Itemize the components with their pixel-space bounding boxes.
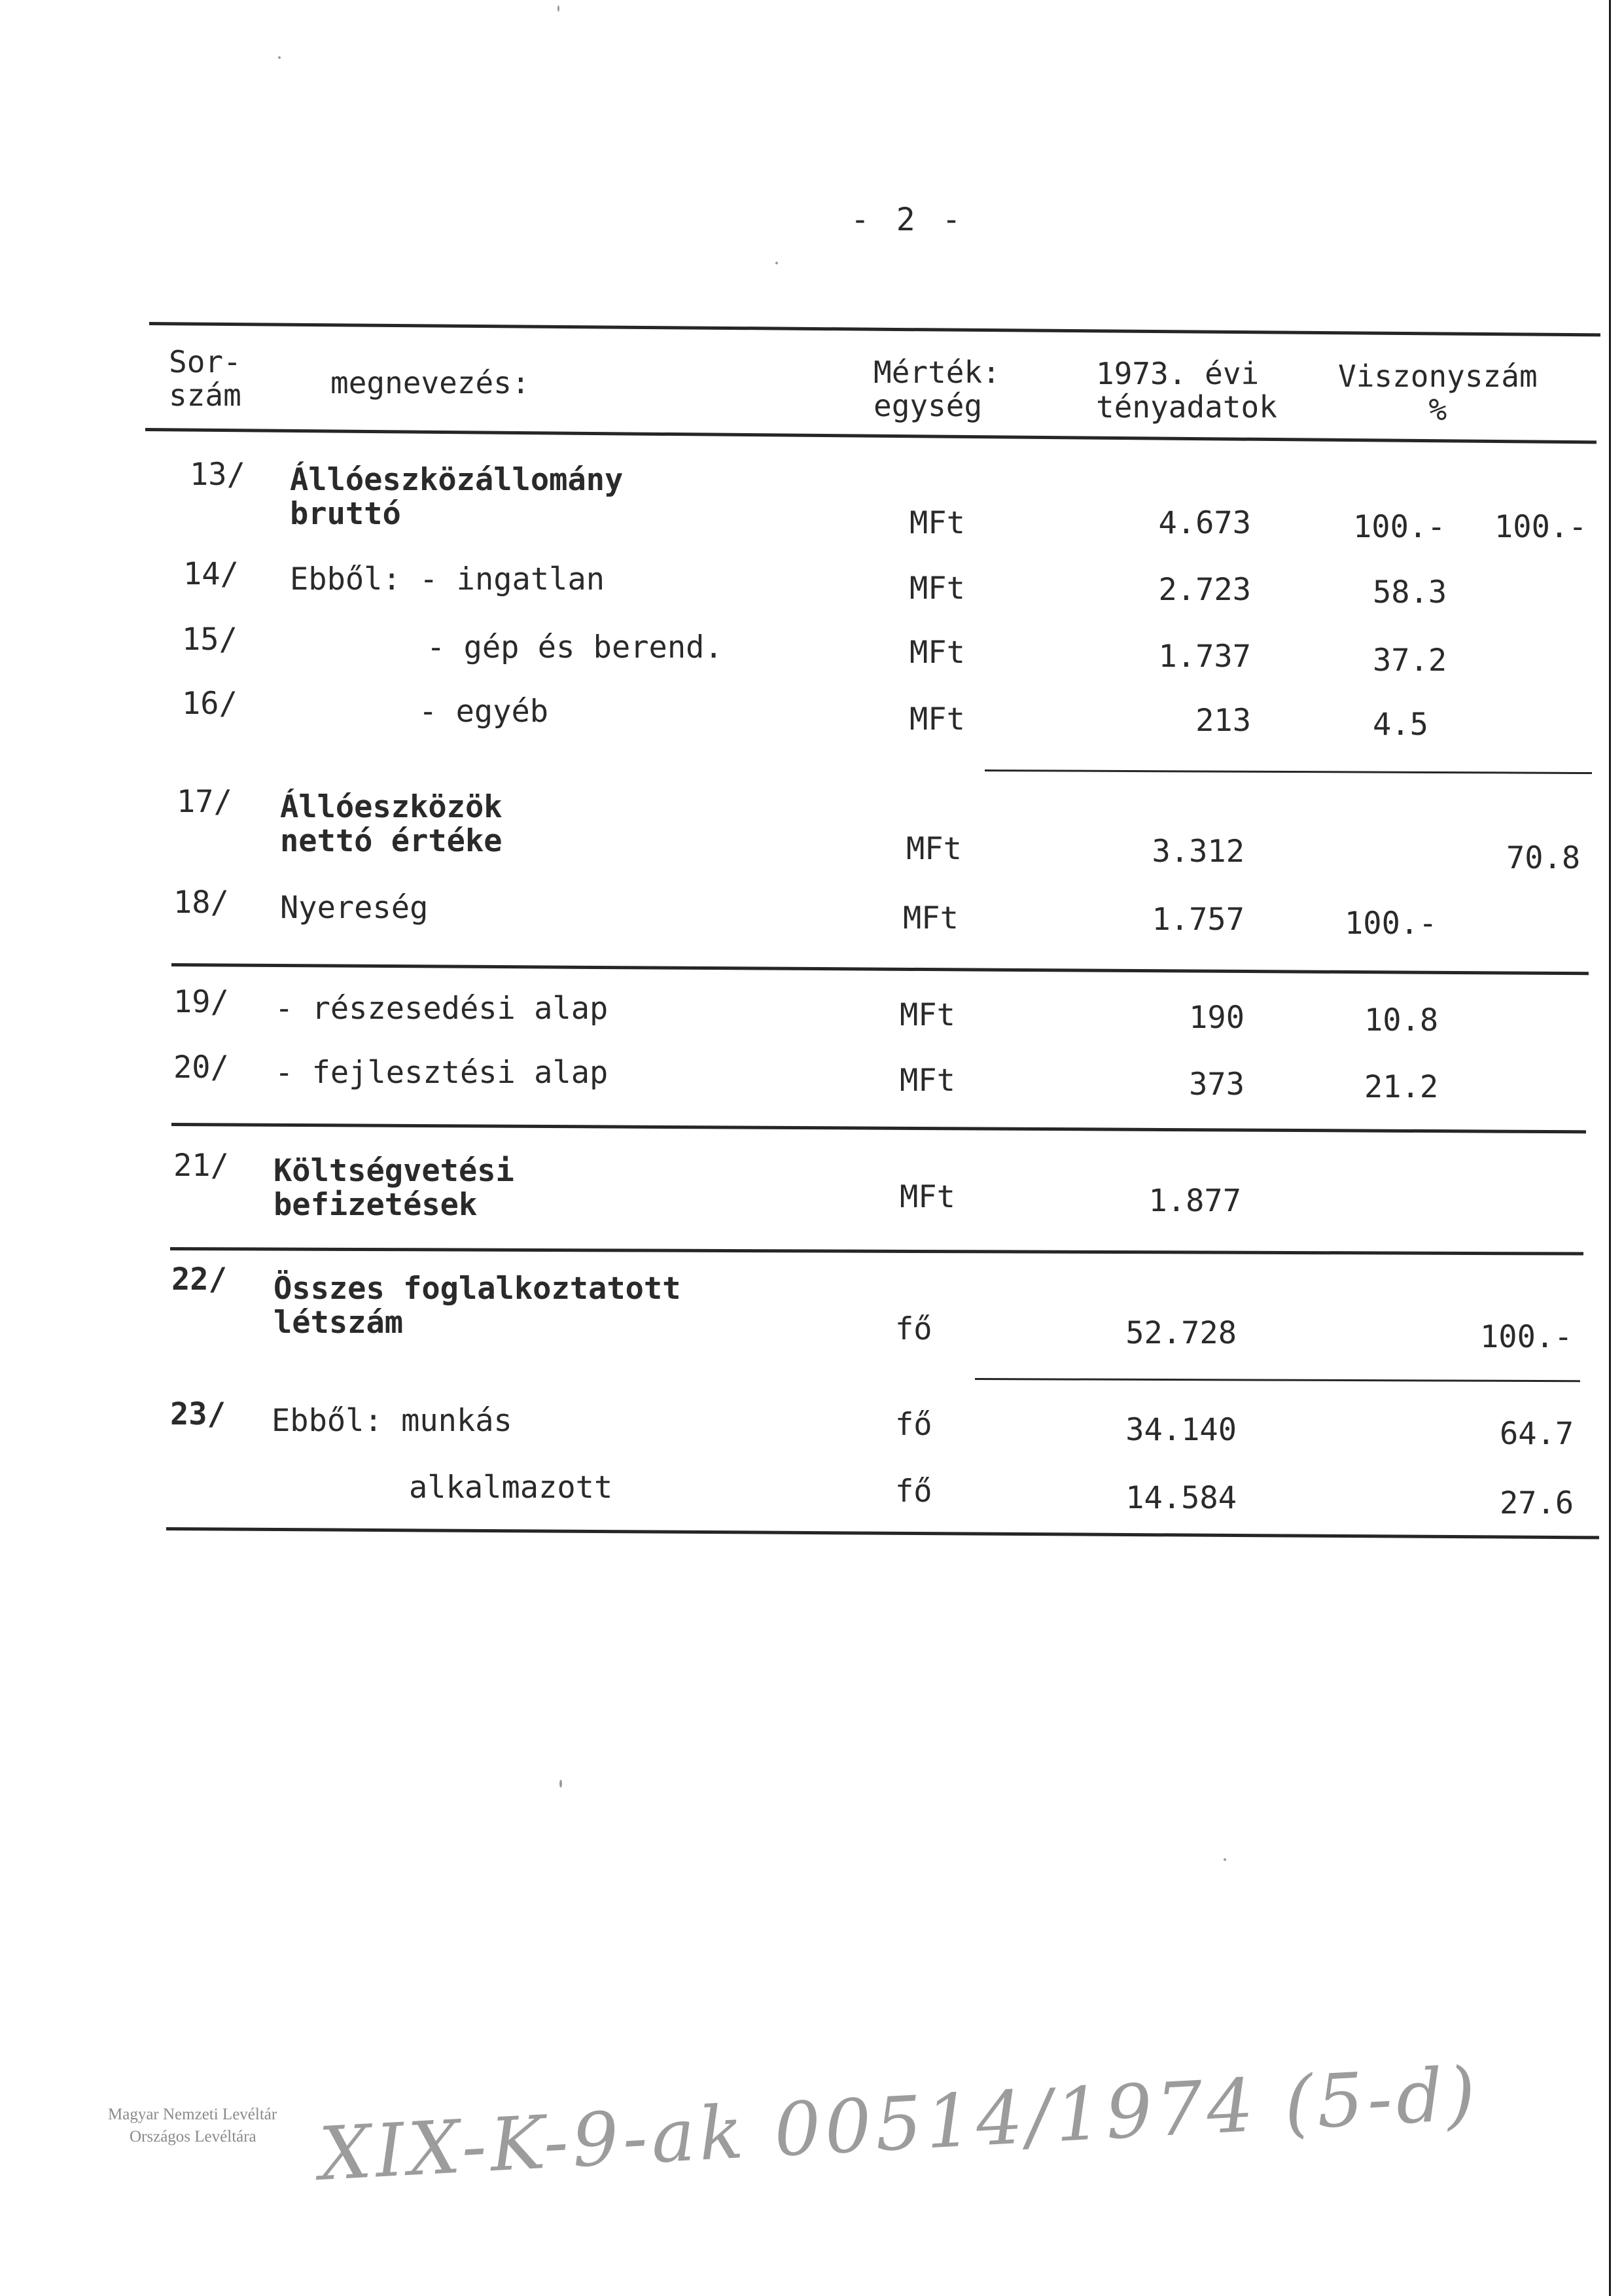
row-number: 16/ xyxy=(182,686,238,722)
row-number: 15/ xyxy=(182,622,238,658)
row-value: 1.737 xyxy=(1158,639,1251,675)
row-number: 18/ xyxy=(173,885,229,921)
row-value: 1.757 xyxy=(1152,902,1244,938)
archive-stamp-line2: Országos Levéltára xyxy=(130,2128,256,2146)
row-value: 213 xyxy=(1195,703,1251,739)
scan-speck xyxy=(278,56,281,59)
header-tenyadatok: 1973. évi tényadatok xyxy=(1096,356,1277,425)
row-percent-total: 100.- xyxy=(1494,509,1587,545)
row-number: 23/ xyxy=(170,1396,226,1432)
row-unit: MFt xyxy=(900,997,955,1033)
scan-speck xyxy=(775,262,778,264)
row-label: Állóeszközök nettó értéke xyxy=(280,789,503,859)
row-percent-sub: 10.8 xyxy=(1364,1002,1439,1038)
scan-speck xyxy=(1224,1858,1226,1861)
row-value: 1.877 xyxy=(1148,1183,1241,1219)
page-number: - 2 - xyxy=(851,202,965,238)
scan-speck xyxy=(559,1780,562,1788)
archive-stamp-line1: Magyar Nemzeti Levéltár xyxy=(108,2106,277,2123)
subtotal-rule xyxy=(975,1378,1580,1382)
table-top-rule xyxy=(149,322,1600,336)
row-number: 17/ xyxy=(177,784,232,820)
row-label: - részesedési alap xyxy=(275,991,609,1027)
header-megnevezes: megnevezés: xyxy=(330,365,530,400)
row-value: 373 xyxy=(1189,1067,1244,1103)
row-label: Állóeszközállomány bruttó xyxy=(290,462,624,532)
section-rule xyxy=(170,1247,1583,1256)
row-unit: fő xyxy=(895,1474,932,1510)
row-unit: MFt xyxy=(909,505,965,541)
row-value: 3.312 xyxy=(1152,834,1244,870)
archive-reference-handwritten: XIX-K-9-ak 00514/1974 (5-d) xyxy=(317,2051,1482,2197)
row-label: Költségvetési befizetések xyxy=(274,1153,514,1223)
row-percent-sub: 58.3 xyxy=(1373,574,1447,610)
table-bottom-rule xyxy=(166,1527,1599,1539)
page-edge xyxy=(1609,0,1611,2296)
row-value: 190 xyxy=(1189,1000,1244,1036)
row-label: - gép és berend. xyxy=(427,629,723,665)
row-number: 13/ xyxy=(190,457,245,493)
row-unit: MFt xyxy=(903,900,959,936)
row-percent-total: 70.8 xyxy=(1506,840,1581,876)
row-percent-sub: 37.2 xyxy=(1373,643,1447,679)
row-unit: MFt xyxy=(909,701,965,737)
row-percent-sub: 100.- xyxy=(1345,906,1438,942)
row-unit: MFt xyxy=(909,571,965,607)
header-viszonyszam: Viszonyszám % xyxy=(1338,359,1538,427)
header-sorszam: Sor- szám xyxy=(169,344,241,413)
row-value: 4.673 xyxy=(1158,505,1251,541)
row-percent-sub: 21.2 xyxy=(1364,1069,1439,1105)
row-label: - egyéb xyxy=(419,694,549,730)
row-unit: fő xyxy=(895,1407,932,1443)
row-unit: MFt xyxy=(909,635,965,671)
row-label: - fejlesztési alap xyxy=(275,1055,609,1091)
row-percent-total: 64.7 xyxy=(1500,1416,1574,1452)
row-value: 2.723 xyxy=(1158,572,1251,608)
row-percent-sub: 100.- xyxy=(1353,509,1446,545)
row-number: 19/ xyxy=(173,984,229,1020)
row-number: 20/ xyxy=(173,1050,229,1086)
row-number: 22/ xyxy=(171,1262,227,1298)
header-mertekegyseg: Mérték: egység xyxy=(874,355,1000,423)
scan-speck xyxy=(557,5,559,12)
row-unit: MFt xyxy=(906,831,962,867)
row-unit: MFt xyxy=(900,1063,955,1099)
row-label: Nyereség xyxy=(280,890,429,926)
row-value: 34.140 xyxy=(1125,1412,1237,1448)
row-unit: fő xyxy=(895,1311,932,1347)
row-label: Összes foglalkoztatott létszám xyxy=(274,1271,681,1341)
section-rule xyxy=(171,963,1589,975)
row-number: 21/ xyxy=(173,1148,229,1184)
row-label: Ebből: - ingatlan xyxy=(290,561,605,597)
subtotal-rule xyxy=(985,769,1592,774)
row-number: 14/ xyxy=(183,556,239,592)
header-bottom-rule xyxy=(145,428,1597,444)
row-label: Ebből: munkás xyxy=(272,1403,512,1439)
row-value: 52.728 xyxy=(1125,1315,1237,1351)
row-value: 14.584 xyxy=(1125,1480,1237,1516)
row-percent-total: 27.6 xyxy=(1500,1485,1574,1521)
row-percent-total: 100.- xyxy=(1480,1319,1573,1355)
row-unit: MFt xyxy=(900,1179,955,1215)
row-percent-sub: 4.5 xyxy=(1373,707,1428,743)
row-label: alkalmazott xyxy=(409,1470,613,1506)
section-rule xyxy=(171,1123,1586,1133)
